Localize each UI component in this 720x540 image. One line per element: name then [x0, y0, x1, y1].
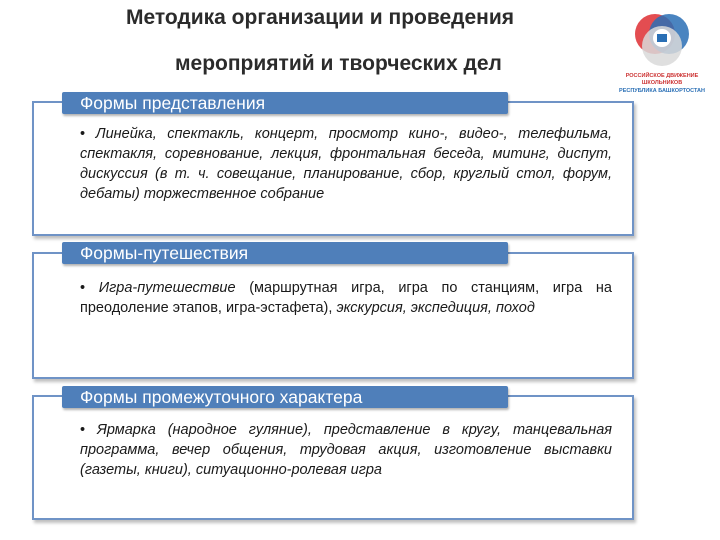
page-title: Методика организации и проведения: [125, 6, 515, 29]
page-subtitle: мероприятий и творческих дел: [175, 52, 502, 75]
section-body-italic-tail: экскурсия, экспедиция, поход: [336, 300, 535, 316]
section-heading-travel: Формы-путешествия: [62, 242, 508, 264]
logo-caption-bottom: РЕСПУБЛИКА БАШКОРТОСТАН: [619, 88, 705, 94]
section-heading-intermediate: Формы промежуточного характера: [62, 386, 508, 408]
section-body-italic-lead: Игра-путешествие: [98, 280, 236, 296]
section-text-travel: [80, 278, 612, 318]
section-body: (маршрутная игра, игра по станциям, игра на преодоление этапов, игра-эстафета),: [80, 280, 612, 316]
logo-caption-top: РОССИЙСКОЕ ДВИЖЕНИЕ ШКОЛЬНИКОВ: [625, 73, 699, 86]
section-body: Ярмарка (народное гуляние), представление в кругу, танцевальная программа, вечер общения, трудовая акция, изготовление выставки (газеты, книги), ситуационно-ролевая игра: [80, 422, 613, 478]
section-text-intermediate: [80, 420, 612, 480]
bullet: •: [80, 126, 86, 142]
bullet: •: [80, 280, 86, 296]
section-text-presentation: [80, 124, 612, 204]
section-body: Линейка, спектакль, концерт, просмотр кино-, видео-, телефильма, спектакля, соревнование, лекция, фронтальная беседа, митинг, диспут, дискуссия (в т. ч. совещание, планирование, сбор, круглый стол, форум, дебаты) торжественное собрание: [80, 126, 612, 202]
section-heading-presentation: Формы представления: [62, 92, 508, 114]
bullet: •: [80, 422, 86, 438]
